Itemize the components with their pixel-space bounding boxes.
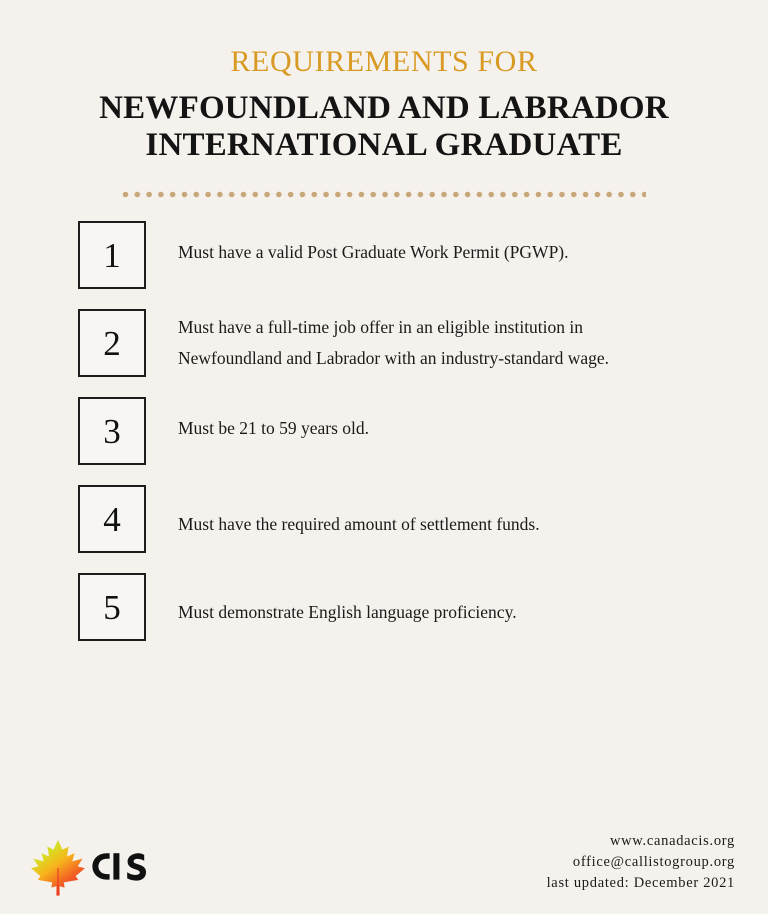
page-title-line-2: INTERNATIONAL GRADUATE [145,126,623,163]
cis-wordmark-icon [88,849,146,885]
requirement-text: Must have a full-time job offer in an eligible institution in Newfoundland and Labrador with an industry-standard wage. [178,317,610,369]
page-title-line-1: NEWFOUNDLAND AND LABRADOR [99,89,669,126]
maple-leaf-icon [30,838,86,896]
list-item [78,221,708,289]
requirements-list [0,221,768,641]
number-box [78,397,146,465]
number-label: 4 [103,499,121,539]
requirement-text: Must be 21 to 59 years old. [178,418,370,439]
number-box [78,485,146,553]
eyebrow-heading: REQUIREMENTS FOR [230,45,538,78]
number-box [78,573,146,641]
number-label: 3 [103,411,121,451]
brand-logo [30,838,146,896]
list-item [78,309,708,377]
list-item [78,573,708,641]
requirement-text: Must have a valid Post Graduate Work Permit (PGWP). [178,242,569,263]
header [0,0,768,164]
website-text: www.canadacis.org [609,833,735,849]
list-item [78,485,708,553]
page-title [0,90,768,165]
email-text: office@callistogroup.org [572,854,735,870]
last-updated-text: last updated: December 2021 [546,875,735,891]
number-label: 5 [103,587,121,627]
number-label: 2 [103,323,121,363]
dotted-divider [122,191,646,198]
list-item [78,397,708,465]
contact-info [547,831,735,894]
number-box [78,309,146,377]
number-box [78,221,146,289]
divider-container [0,191,768,198]
requirement-text: Must have the required amount of settlement funds. [178,514,540,535]
number-label: 1 [103,235,121,275]
footer [0,804,768,914]
requirement-text: Must demonstrate English language proficiency. [178,602,517,623]
